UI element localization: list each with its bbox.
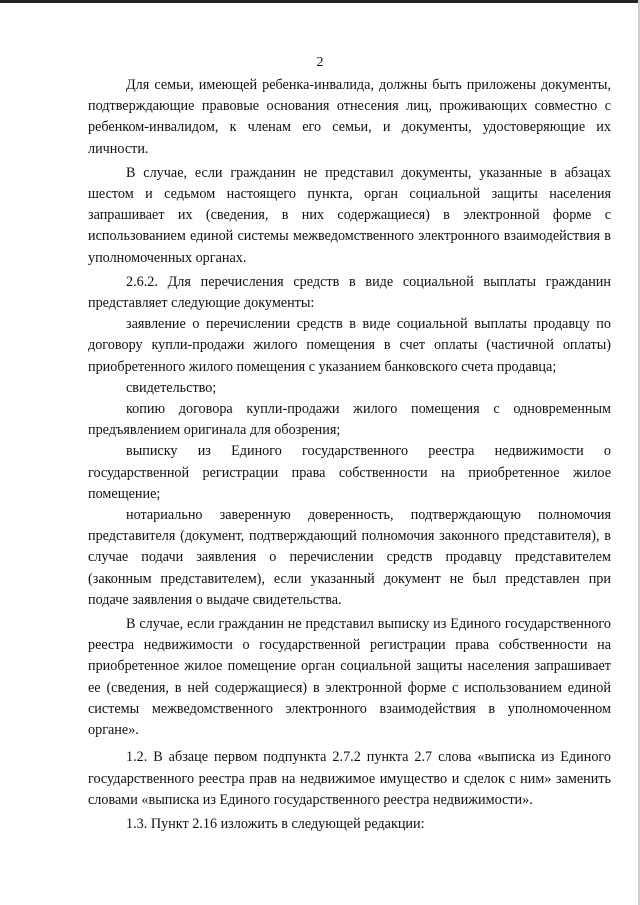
list-item-registry-extract: выписку из Единого государственного реестра недвижимости о государственной регистрации права собственности на приобретенное жилое помещение; xyxy=(88,443,611,502)
list-item-power-of-attorney: нотариально заверенную доверенность, подтверждающую полномочия представителя (документ, подтверждающий полномочия законного представителя), в случае подачи заявления о перечислении средств продавцу представителем (законным представителем), если указанный документ не был представлен при подаче заявления о выдаче свидетельства. xyxy=(88,507,611,608)
paragraph-interagency-request: В случае, если гражданин не представил документы, указанные в абзацах шестом и седьмом настоящего пункта, орган социальной защиты населения запрашивает их (сведения, в них содержащиеся) в электронной форме с использованием единой системы межведомственного электронного взаимодействия в уполномоченных органах. xyxy=(88,164,611,266)
paragraph-amendment-1-3: 1.3. Пункт 2.16 изложить в следующей редакции: xyxy=(126,815,425,832)
paragraph-amendment-1-2: 1.2. В абзаце первом подпункта 2.7.2 пункта 2.7 слова «выписка из Единого государственного реестра прав на недвижимое имущество и сделок с ним» заменить словами «выписка из Единого государственного реестра недвижимости». xyxy=(88,749,611,808)
paragraph-section-2-6-2: 2.6.2. Для перечисления средств в виде социальной выплаты гражданин представляет следующие документы: xyxy=(88,273,611,312)
list-item-certificate: свидетельство; xyxy=(126,379,217,396)
paragraph-disabled-child-documents: Для семьи, имеющей ребенка-инвалида, должны быть приложены документы, подтверждающие правовые основания отнесения лиц, проживающих совместно с ребенком-инвалидом, к членам его семьи, и документы, удостоверяющие их личности. xyxy=(88,77,611,157)
page-number: 2 xyxy=(316,55,324,70)
document-body xyxy=(88,75,611,835)
top-edge-rule xyxy=(0,0,640,3)
list-item-sale-contract-copy: копию договора купли-продажи жилого помещения с одновременным предъявлением оригинала для обозрения; xyxy=(88,401,611,439)
list-item-transfer-application: заявление о перечислении средств в виде социальной выплаты продавцу по договору купли-продажи жилого помещения в счет оплаты (частичной оплаты) приобретенного жилого помещения с указанием банковского счета продавца; xyxy=(88,316,611,375)
paragraph-registry-request: В случае, если гражданин не представил выписку из Единого государственного реестра недвижимости о государственной регистрации права собственности на приобретенное жилое помещение орган социальной защиты населения запрашивает ее (сведения, в ней содержащиеся) в электронной форме с использованием единой системы межведомственного электронного взаимодействия в уполномоченном органе». xyxy=(88,616,611,739)
